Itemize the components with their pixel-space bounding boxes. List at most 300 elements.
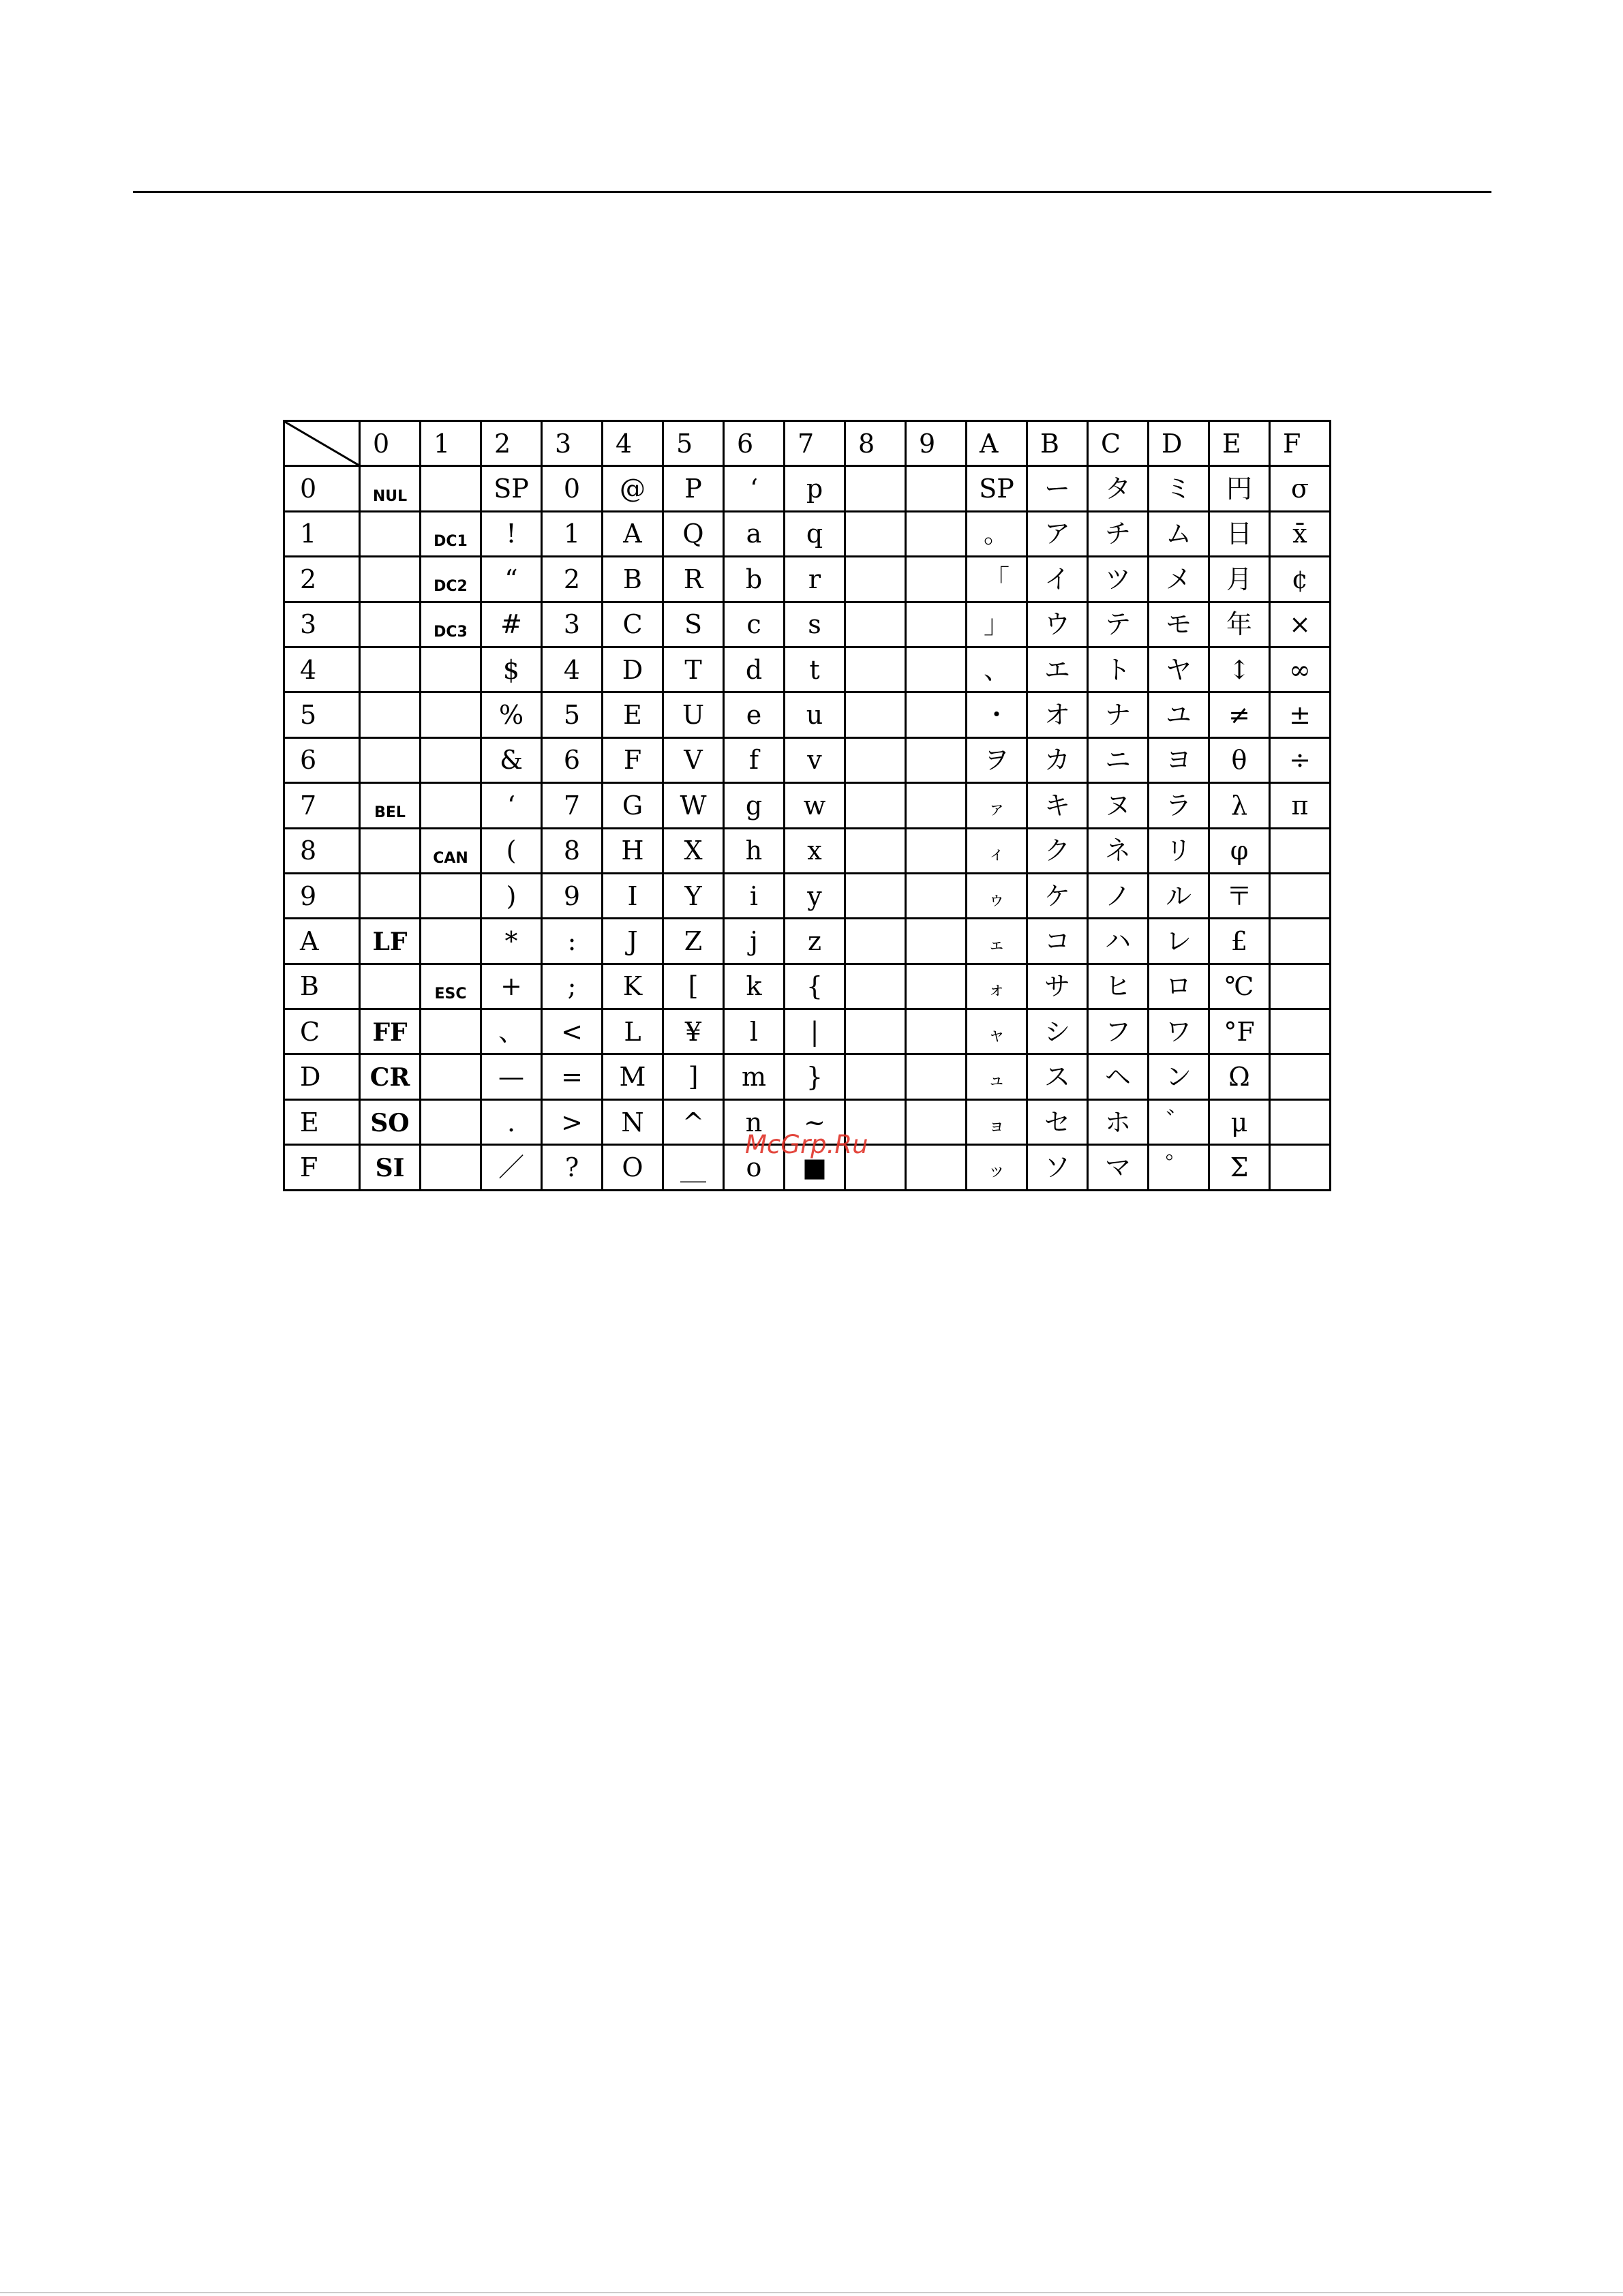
code-cell-59 — [663, 873, 724, 918]
code-glyph: h — [745, 836, 763, 866]
code-cell-5A — [663, 919, 724, 964]
code-cell-F6 — [1270, 737, 1331, 782]
code-glyph: ~ — [804, 1107, 825, 1137]
code-glyph: ゛ — [1165, 1107, 1192, 1137]
code-cell-D2 — [1149, 557, 1209, 602]
code-cell-62 — [724, 557, 785, 602]
column-header-A: A — [967, 421, 1027, 466]
code-cell-65 — [724, 692, 785, 737]
code-cell-B8 — [1027, 828, 1088, 873]
row-header-D: D — [284, 1054, 360, 1099]
code-cell-2F — [481, 1145, 542, 1190]
code-glyph: DC1 — [434, 532, 468, 550]
code-cell-9F — [906, 1145, 967, 1190]
code-glyph: 、 — [498, 1016, 524, 1047]
code-glyph: f — [748, 745, 759, 776]
code-cell-70 — [785, 466, 845, 511]
code-glyph: ネ — [1104, 836, 1131, 866]
code-glyph: — — [498, 1062, 524, 1092]
code-glyph: 6 — [563, 745, 581, 776]
table-row — [284, 557, 1331, 602]
table-row — [284, 1009, 1331, 1054]
table-row — [284, 737, 1331, 782]
table-row — [284, 1054, 1331, 1099]
code-cell-46 — [603, 737, 663, 782]
code-glyph: フ — [1104, 1016, 1131, 1047]
code-cell-8E — [845, 1099, 906, 1144]
code-cell-56 — [663, 737, 724, 782]
code-cell-9A — [906, 919, 967, 964]
code-cell-92 — [906, 557, 967, 602]
code-glyph: オ — [1044, 700, 1070, 731]
column-header-0: 0 — [360, 421, 421, 466]
code-cell-F0 — [1270, 466, 1331, 511]
code-cell-55 — [663, 692, 724, 737]
code-cell-9C — [906, 1009, 967, 1054]
code-cell-41 — [603, 511, 663, 556]
code-cell-16 — [421, 737, 481, 782]
code-glyph: = — [561, 1062, 583, 1092]
code-cell-7F — [785, 1145, 845, 1190]
code-cell-14 — [421, 647, 481, 692]
code-cell-AB — [967, 964, 1027, 1009]
code-glyph: { — [806, 971, 823, 1002]
code-glyph: J — [627, 925, 638, 956]
code-cell-A4 — [967, 647, 1027, 692]
code-cell-F8 — [1270, 828, 1331, 873]
code-glyph: π — [1291, 790, 1309, 821]
code-cell-5D — [663, 1054, 724, 1099]
code-glyph: λ — [1230, 790, 1248, 821]
code-glyph: NUL — [372, 487, 408, 505]
code-glyph: 〒 — [1226, 881, 1252, 911]
code-glyph: & — [500, 745, 523, 776]
code-cell-95 — [906, 692, 967, 737]
code-cell-A1 — [967, 511, 1027, 556]
code-glyph: A — [623, 519, 642, 549]
code-glyph: s — [808, 609, 821, 640]
code-glyph: F — [623, 745, 642, 776]
code-cell-3B — [542, 964, 603, 1009]
code-glyph: リ — [1165, 836, 1192, 866]
code-cell-D3 — [1149, 602, 1209, 647]
code-glyph: __ — [680, 1152, 706, 1182]
code-cell-2C — [481, 1009, 542, 1054]
code-cell-BE — [1027, 1099, 1088, 1144]
code-glyph: * — [504, 925, 518, 956]
code-glyph: ヌ — [1104, 790, 1131, 821]
code-glyph: SO — [370, 1108, 410, 1137]
code-cell-10 — [421, 466, 481, 511]
code-cell-06 — [360, 737, 421, 782]
code-cell-94 — [906, 647, 967, 692]
code-glyph: P — [684, 474, 702, 504]
code-glyph: ュ — [987, 1070, 1005, 1091]
code-glyph: ッ — [987, 1160, 1005, 1181]
code-cell-39 — [542, 873, 603, 918]
code-cell-C6 — [1088, 737, 1149, 782]
code-glyph: H — [621, 836, 644, 866]
code-glyph: ! — [506, 519, 517, 549]
code-glyph: ウ — [1044, 609, 1070, 640]
code-cell-4A — [603, 919, 663, 964]
table-row — [284, 466, 1331, 511]
code-cell-0D — [360, 1054, 421, 1099]
code-glyph: w — [803, 790, 826, 821]
table-row — [284, 1145, 1331, 1190]
code-cell-E2 — [1209, 557, 1270, 602]
code-cell-83 — [845, 602, 906, 647]
code-cell-A7 — [967, 783, 1027, 828]
code-glyph: BEL — [374, 804, 406, 822]
code-cell-A2 — [967, 557, 1027, 602]
code-cell-E7 — [1209, 783, 1270, 828]
code-glyph: SP — [494, 474, 529, 504]
code-cell-FF — [1270, 1145, 1331, 1190]
code-glyph: ォ — [987, 979, 1005, 1000]
code-cell-D9 — [1149, 873, 1209, 918]
code-cell-33 — [542, 602, 603, 647]
code-cell-3F — [542, 1145, 603, 1190]
code-glyph: Y — [684, 881, 702, 911]
code-glyph: x — [807, 836, 822, 866]
table-corner-cell — [284, 421, 360, 466]
row-header-4: 4 — [284, 647, 360, 692]
code-glyph: ∞ — [1289, 654, 1311, 685]
code-cell-E8 — [1209, 828, 1270, 873]
code-glyph: ン — [1165, 1062, 1192, 1092]
code-cell-90 — [906, 466, 967, 511]
code-glyph: G — [622, 790, 643, 821]
code-glyph: DC3 — [434, 623, 468, 641]
code-glyph: ) — [506, 881, 517, 911]
code-cell-C8 — [1088, 828, 1149, 873]
table-row — [284, 647, 1331, 692]
code-glyph: “ — [504, 564, 518, 594]
code-glyph: ツ — [1104, 564, 1131, 594]
code-glyph: ミ — [1165, 474, 1192, 504]
code-glyph: l — [749, 1016, 759, 1047]
code-cell-5E — [663, 1099, 724, 1144]
code-cell-73 — [785, 602, 845, 647]
code-cell-12 — [421, 557, 481, 602]
code-cell-D1 — [1149, 511, 1209, 556]
code-cell-57 — [663, 783, 724, 828]
code-glyph: ワ — [1165, 1016, 1192, 1047]
code-cell-A5 — [967, 692, 1027, 737]
code-cell-D5 — [1149, 692, 1209, 737]
code-cell-8B — [845, 964, 906, 1009]
column-header-8: 8 — [845, 421, 906, 466]
code-cell-75 — [785, 692, 845, 737]
code-cell-FD — [1270, 1054, 1331, 1099]
code-glyph: ; — [567, 971, 577, 1002]
table-row — [284, 964, 1331, 1009]
code-glyph: j — [750, 925, 758, 956]
code-cell-52 — [663, 557, 724, 602]
code-cell-4C — [603, 1009, 663, 1054]
code-glyph: g — [745, 790, 763, 821]
code-cell-C9 — [1088, 873, 1149, 918]
code-cell-E4 — [1209, 647, 1270, 692]
code-cell-CE — [1088, 1099, 1149, 1144]
code-cell-DD — [1149, 1054, 1209, 1099]
column-header-3: 3 — [542, 421, 603, 466]
code-cell-F2 — [1270, 557, 1331, 602]
code-glyph: ハ — [1104, 925, 1131, 956]
code-cell-A9 — [967, 873, 1027, 918]
code-glyph: M — [619, 1062, 646, 1092]
code-cell-7A — [785, 919, 845, 964]
code-cell-C7 — [1088, 783, 1149, 828]
code-cell-2D — [481, 1054, 542, 1099]
code-glyph: c — [746, 609, 761, 640]
code-cell-6A — [724, 919, 785, 964]
code-cell-9E — [906, 1099, 967, 1144]
code-cell-C3 — [1088, 602, 1149, 647]
code-cell-FB — [1270, 964, 1331, 1009]
code-glyph: 5 — [563, 700, 581, 731]
code-cell-02 — [360, 557, 421, 602]
code-glyph: i — [749, 881, 759, 911]
code-glyph: × — [1289, 609, 1311, 640]
code-cell-21 — [481, 511, 542, 556]
code-cell-EE — [1209, 1099, 1270, 1144]
code-glyph: b — [745, 564, 763, 594]
code-glyph: CR — [369, 1063, 410, 1092]
column-header-row — [284, 421, 1331, 466]
code-glyph: ア — [1044, 519, 1070, 549]
code-cell-1A — [421, 919, 481, 964]
code-cell-54 — [663, 647, 724, 692]
code-glyph: 円 — [1226, 474, 1252, 504]
code-glyph: V — [684, 745, 703, 776]
code-glyph: d — [745, 654, 763, 685]
code-glyph: ヲ — [983, 745, 1010, 776]
row-header-9: 9 — [284, 873, 360, 918]
code-cell-6C — [724, 1009, 785, 1054]
code-glyph: チ — [1104, 519, 1131, 549]
code-cell-60 — [724, 466, 785, 511]
code-cell-37 — [542, 783, 603, 828]
code-cell-25 — [481, 692, 542, 737]
code-glyph: ¥ — [684, 1016, 702, 1047]
code-cell-0C — [360, 1009, 421, 1054]
row-header-6: 6 — [284, 737, 360, 782]
code-cell-80 — [845, 466, 906, 511]
code-cell-A8 — [967, 828, 1027, 873]
code-cell-4E — [603, 1099, 663, 1144]
code-cell-F1 — [1270, 511, 1331, 556]
code-cell-AC — [967, 1009, 1027, 1054]
code-glyph: ニ — [1104, 745, 1131, 776]
code-cell-82 — [845, 557, 906, 602]
code-glyph: 「 — [983, 564, 1010, 594]
code-glyph: . — [506, 1107, 516, 1137]
code-cell-44 — [603, 647, 663, 692]
row-header-2: 2 — [284, 557, 360, 602]
code-glyph: ケ — [1044, 881, 1070, 911]
code-cell-BD — [1027, 1054, 1088, 1099]
code-cell-B0 — [1027, 466, 1088, 511]
code-cell-28 — [481, 828, 542, 873]
code-cell-42 — [603, 557, 663, 602]
column-header-9: 9 — [906, 421, 967, 466]
code-cell-AF — [967, 1145, 1027, 1190]
code-glyph: FF — [372, 1017, 408, 1047]
code-glyph: 2 — [563, 564, 581, 594]
code-glyph: k — [746, 971, 762, 1002]
code-cell-99 — [906, 873, 967, 918]
code-glyph: ホ — [1104, 1107, 1131, 1137]
code-glyph: ≠ — [1228, 700, 1250, 731]
code-cell-5B — [663, 964, 724, 1009]
code-cell-A3 — [967, 602, 1027, 647]
code-cell-81 — [845, 511, 906, 556]
code-glyph: ノ — [1104, 881, 1131, 911]
code-cell-C0 — [1088, 466, 1149, 511]
code-cell-3A — [542, 919, 603, 964]
code-glyph: エ — [1044, 654, 1070, 685]
code-cell-7C — [785, 1009, 845, 1054]
code-cell-08 — [360, 828, 421, 873]
column-header-4: 4 — [603, 421, 663, 466]
code-glyph: マ — [1104, 1152, 1131, 1182]
code-cell-F7 — [1270, 783, 1331, 828]
code-cell-13 — [421, 602, 481, 647]
code-cell-7D — [785, 1054, 845, 1099]
code-glyph: σ — [1291, 474, 1309, 504]
code-cell-63 — [724, 602, 785, 647]
code-cell-35 — [542, 692, 603, 737]
code-glyph: N — [621, 1107, 644, 1137]
table-row — [284, 692, 1331, 737]
code-cell-09 — [360, 873, 421, 918]
diagonal-line-icon — [285, 422, 359, 465]
code-cell-DC — [1149, 1009, 1209, 1054]
code-cell-1E — [421, 1099, 481, 1144]
row-header-E: E — [284, 1099, 360, 1144]
code-glyph: イ — [1044, 564, 1070, 594]
code-cell-B9 — [1027, 873, 1088, 918]
code-cell-20 — [481, 466, 542, 511]
code-cell-18 — [421, 828, 481, 873]
code-cell-DE — [1149, 1099, 1209, 1144]
code-cell-B2 — [1027, 557, 1088, 602]
row-header-5: 5 — [284, 692, 360, 737]
code-cell-DB — [1149, 964, 1209, 1009]
code-cell-45 — [603, 692, 663, 737]
code-glyph: v — [807, 745, 822, 776]
column-header-2: 2 — [481, 421, 542, 466]
code-glyph: CAN — [433, 849, 468, 867]
row-header-B: B — [284, 964, 360, 1009]
code-glyph: C — [622, 609, 643, 640]
code-cell-85 — [845, 692, 906, 737]
code-cell-40 — [603, 466, 663, 511]
code-cell-4B — [603, 964, 663, 1009]
code-glyph: ^ — [682, 1107, 704, 1137]
code-cell-89 — [845, 873, 906, 918]
code-cell-66 — [724, 737, 785, 782]
code-cell-11 — [421, 511, 481, 556]
code-cell-88 — [845, 828, 906, 873]
code-cell-04 — [360, 647, 421, 692]
code-cell-CF — [1088, 1145, 1149, 1190]
code-cell-6E — [724, 1099, 785, 1144]
code-glyph: 3 — [563, 609, 581, 640]
code-glyph: ESC — [434, 985, 467, 1002]
code-glyph: ソ — [1044, 1152, 1070, 1182]
code-cell-79 — [785, 873, 845, 918]
code-glyph: Ω — [1228, 1062, 1250, 1092]
code-glyph: コ — [1044, 925, 1070, 956]
code-glyph: e — [746, 700, 762, 731]
code-glyph: ↕ — [1228, 654, 1250, 685]
code-glyph: [ — [688, 971, 699, 1002]
code-glyph: # — [500, 609, 522, 640]
code-cell-00 — [360, 466, 421, 511]
code-cell-72 — [785, 557, 845, 602]
code-glyph: 4 — [563, 654, 581, 685]
code-glyph: n — [745, 1107, 763, 1137]
row-header-8: 8 — [284, 828, 360, 873]
column-header-E: E — [1209, 421, 1270, 466]
code-cell-C2 — [1088, 557, 1149, 602]
code-cell-19 — [421, 873, 481, 918]
code-cell-03 — [360, 602, 421, 647]
code-cell-74 — [785, 647, 845, 692]
code-glyph: μ — [1230, 1107, 1248, 1137]
code-cell-E3 — [1209, 602, 1270, 647]
code-glyph: £ — [1230, 925, 1248, 956]
code-cell-6B — [724, 964, 785, 1009]
code-cell-C4 — [1088, 647, 1149, 692]
code-cell-AD — [967, 1054, 1027, 1099]
code-cell-27 — [481, 783, 542, 828]
code-cell-F5 — [1270, 692, 1331, 737]
code-glyph: ‘ — [749, 474, 759, 504]
code-cell-FA — [1270, 919, 1331, 964]
code-glyph: DC2 — [434, 578, 468, 596]
code-cell-C1 — [1088, 511, 1149, 556]
code-cell-78 — [785, 828, 845, 873]
code-glyph: p — [806, 474, 823, 504]
row-header-F: F — [284, 1145, 360, 1190]
code-cell-D4 — [1149, 647, 1209, 692]
code-glyph: ・ — [983, 700, 1010, 731]
code-cell-2A — [481, 919, 542, 964]
code-glyph: ‘ — [506, 790, 516, 821]
code-cell-E0 — [1209, 466, 1270, 511]
column-header-C: C — [1088, 421, 1149, 466]
code-cell-E6 — [1209, 737, 1270, 782]
code-glyph: y — [807, 881, 822, 911]
code-glyph: o — [746, 1152, 762, 1182]
code-glyph: 。 — [983, 519, 1010, 549]
code-glyph: ャ — [987, 1024, 1005, 1045]
row-header-3: 3 — [284, 602, 360, 647]
code-cell-3D — [542, 1054, 603, 1099]
code-glyph: ョ — [987, 1115, 1005, 1136]
code-glyph: 7 — [563, 790, 581, 821]
code-glyph: m — [741, 1062, 767, 1092]
code-glyph: + — [500, 971, 522, 1002]
code-cell-9B — [906, 964, 967, 1009]
code-cell-26 — [481, 737, 542, 782]
row-header-C: C — [284, 1009, 360, 1054]
code-glyph: ／ — [498, 1152, 524, 1182]
